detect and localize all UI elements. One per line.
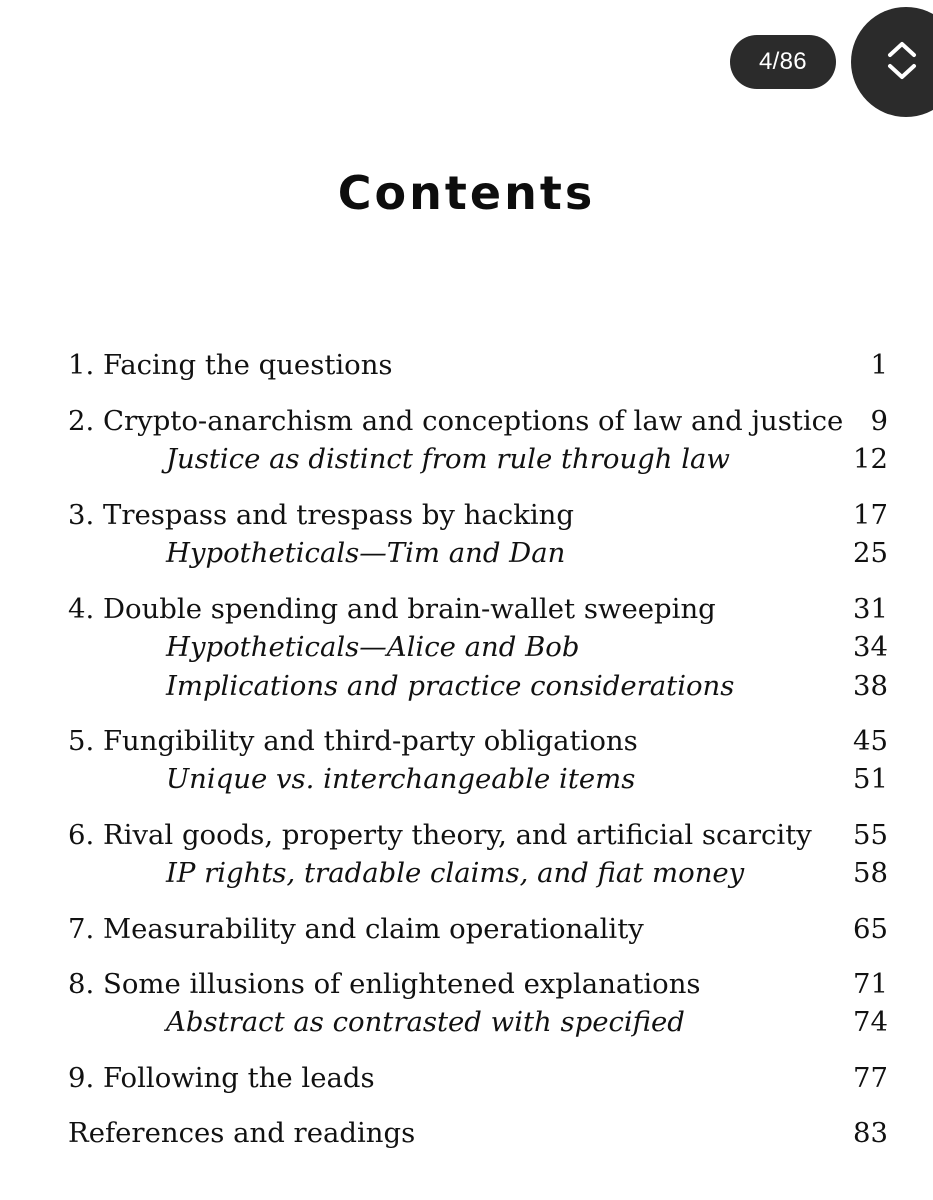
toc-entry-page: 58 <box>853 857 888 889</box>
toc-entry-chapter-1[interactable] <box>68 345 888 385</box>
toc-entry-page: 9 <box>870 405 888 437</box>
toc-entry-label: 4. Double spending and brain-wallet sweeping <box>68 593 716 625</box>
toc-entry-label: 9. Following the leads <box>68 1062 375 1094</box>
toc-entry-page: 17 <box>853 499 888 531</box>
toc-entry-label: IP rights, tradable claims, and fiat money <box>166 857 745 889</box>
toc-entry-label: Hypotheticals—Alice and Bob <box>166 631 580 663</box>
toc-entry-label: 3. Trespass and trespass by hacking <box>68 499 574 531</box>
toc-entry-chapter-9[interactable] <box>68 1058 888 1098</box>
toc-entry-references[interactable] <box>68 1113 888 1153</box>
toc-entry-section[interactable] <box>68 533 888 573</box>
toc-entry-chapter-3[interactable] <box>68 495 888 535</box>
toc-entry-page: 38 <box>853 670 888 702</box>
toc-entry-page: 71 <box>853 968 888 1000</box>
toc-entry-page: 31 <box>853 593 888 625</box>
toc-entry-label: Justice as distinct from rule through law <box>166 443 730 475</box>
page-title: Contents <box>337 166 596 220</box>
toc-entry-page: 34 <box>853 631 888 663</box>
toc-entry-label: References and readings <box>68 1117 416 1149</box>
toc-entry-page: 55 <box>853 819 888 851</box>
toc-entry-page: 83 <box>853 1117 888 1149</box>
toc-entry-section[interactable] <box>68 853 888 893</box>
toc-entry-label: Unique vs. interchangeable items <box>166 763 636 795</box>
toc-entry-section[interactable] <box>68 666 888 706</box>
toc-entry-chapter-7[interactable] <box>68 909 888 949</box>
toc-entry-chapter-6[interactable] <box>68 815 888 855</box>
toc-entry-label: 7. Measurability and claim operationality <box>68 913 644 945</box>
toc-entry-section[interactable] <box>68 627 888 667</box>
toc-entry-label: 2. Crypto-anarchism and conceptions of law and justice <box>68 405 844 437</box>
toc-entry-section[interactable] <box>68 1002 888 1042</box>
toc-entry-label: Implications and practice considerations <box>166 670 735 702</box>
toc-entry-chapter-8[interactable] <box>68 964 888 1004</box>
chevron-up-down-icon <box>882 35 922 85</box>
page-counter <box>730 35 836 89</box>
page-counter-text: 4/86 <box>759 48 807 75</box>
toc-entry-label: Hypotheticals—Tim and Dan <box>166 537 566 569</box>
toc-entry-page: 51 <box>853 763 888 795</box>
toc-entry-page: 74 <box>853 1006 888 1038</box>
toc-entry-label: 6. Rival goods, property theory, and artificial scarcity <box>68 819 812 851</box>
toc-entry-page: 77 <box>853 1062 888 1094</box>
toc-entry-page: 65 <box>853 913 888 945</box>
toc-entry-chapter-5[interactable] <box>68 721 888 761</box>
toc-entry-label: 5. Fungibility and third-party obligations <box>68 725 638 757</box>
toc-entry-section[interactable] <box>68 439 888 479</box>
toc-entry-page: 25 <box>853 537 888 569</box>
toc-entry-label: 8. Some illusions of enlightened explanations <box>68 968 701 1000</box>
toc-entry-page: 12 <box>853 443 888 475</box>
toc-entry-chapter-2[interactable] <box>68 401 888 441</box>
toc-entry-page: 45 <box>853 725 888 757</box>
toc-entry-page: 1 <box>870 349 888 381</box>
toc-entry-chapter-4[interactable] <box>68 589 888 629</box>
page-nav-button[interactable] <box>851 7 933 117</box>
toc-entry-label: 1. Facing the questions <box>68 349 393 381</box>
toc-entry-section[interactable] <box>68 759 888 799</box>
toc-entry-label: Abstract as contrasted with specified <box>166 1006 685 1038</box>
